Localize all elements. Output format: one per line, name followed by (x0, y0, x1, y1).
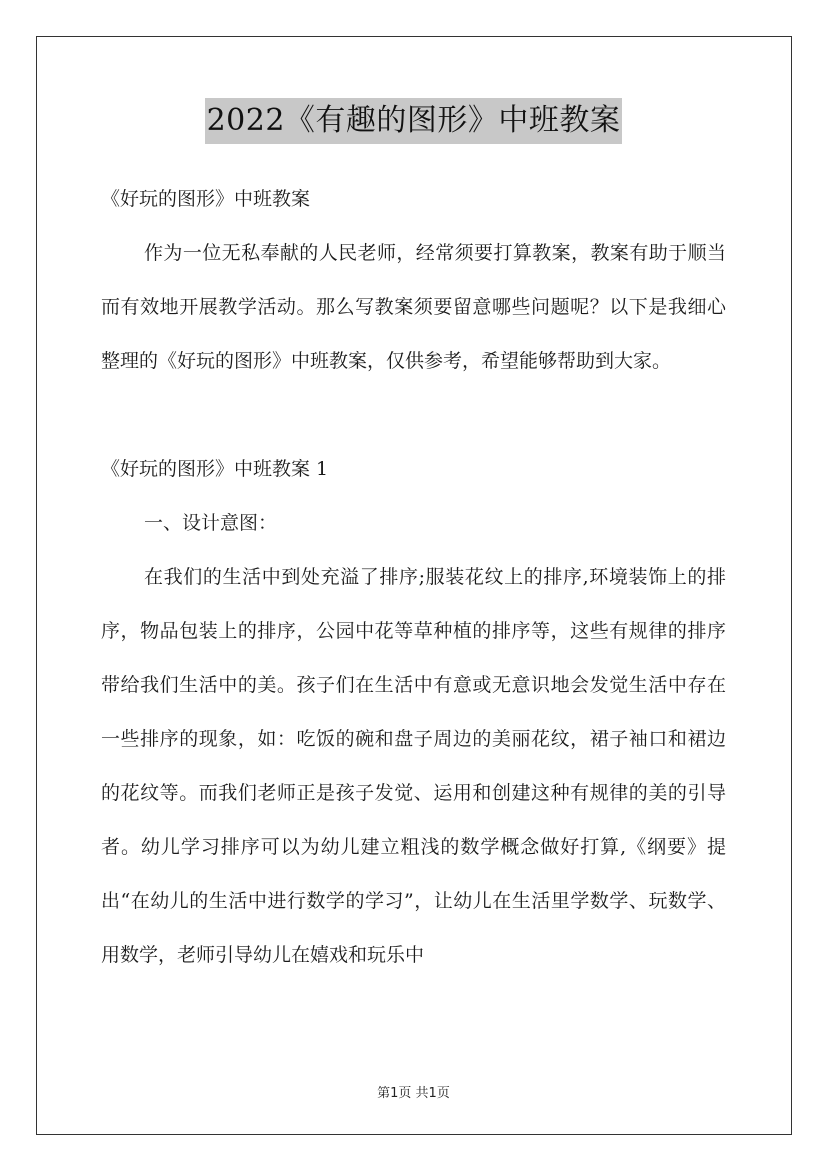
page-footer: 第1页 共1页 (377, 1086, 450, 1101)
title-container (0, 98, 827, 144)
spacer (101, 388, 726, 442)
design-intent-paragraph: 在我们的生活中到处充溢了排序;服装花纹上的排序,环境装饰上的排序，物品包装上的排序，公园中花等草种植的排序等，这些有规律的排序带给我们生活中的美。孩子们在生活中有意或无意识地会发觉生活中存在一些排序的现象，如：吃饭的碗和盘子周边的美丽花纹，裙子袖口和裙边的花纹等。而我们老师正是孩子发觉、运用和创建这种有规律的美的引导者。幼儿学习排序可以为幼儿建立粗浅的数学概念做好打算,《纲要》提出“在幼儿的生活中进行数学的学习”，让幼儿在生活里学数学、玩数学、用数学，老师引导幼儿在嬉戏和玩乐中 (101, 566, 726, 966)
item-heading: 一、设计意图： (144, 512, 278, 534)
section-heading: 《好玩的图形》中班教案 1 (101, 458, 329, 480)
document-body (101, 172, 726, 982)
intro-paragraph: 作为一位无私奉献的人民老师，经常须要打算教案，教案有助于顺当而有效地开展教学活动。那么写教案须要留意哪些问题呢？以下是我细心整理的《好玩的图形》中班教案，仅供参考，希望能够帮助到大家。 (101, 242, 726, 372)
document-title: 2022《有趣的图形》中班教案 (205, 98, 623, 144)
subtitle: 《好玩的图形》中班教案 (101, 188, 311, 210)
